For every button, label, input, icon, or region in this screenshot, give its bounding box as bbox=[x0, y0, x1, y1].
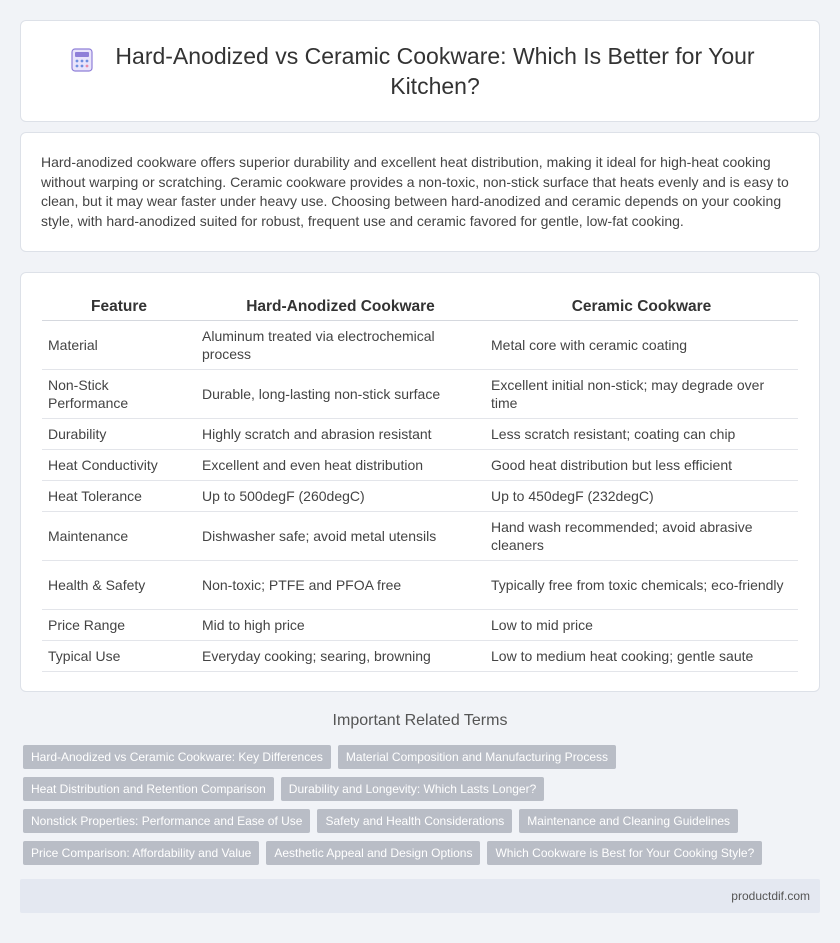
intro-paragraph: Hard-anodized cookware offers superior durability and excellent heat distribution, making it ideal for high-heat cooking without warping or scratching. Ceramic cookware provides a non-toxic, non-stick surface that heats evenly and is easy to clean, but it may wear faster under heavy use. Choosing between hard-anodized and ceramic depends on your cooking style, with hard-anodized suited for robust, frequent use and ceramic favored for gentle, low-fat cooking. bbox=[41, 154, 789, 229]
ceramic-cell: Excellent initial non-stick; may degrade over time bbox=[485, 369, 798, 418]
footer-site-link[interactable]: productdif.com bbox=[731, 889, 810, 903]
related-tag[interactable]: Heat Distribution and Retention Comparison bbox=[23, 777, 274, 801]
feature-cell: Non-Stick Performance bbox=[42, 369, 196, 418]
related-tag[interactable]: Hard-Anodized vs Ceramic Cookware: Key Differences bbox=[23, 745, 331, 769]
table-row bbox=[42, 449, 798, 480]
related-tag[interactable]: Durability and Longevity: Which Lasts Longer? bbox=[281, 777, 544, 801]
hard-anodized-cell: Dishwasher safe; avoid metal utensils bbox=[196, 511, 485, 560]
related-tag[interactable]: Safety and Health Considerations bbox=[317, 809, 512, 833]
ceramic-cell: Low to mid price bbox=[485, 609, 798, 640]
header-hard-anodized: Hard-Anodized Cookware bbox=[196, 294, 485, 320]
related-tag[interactable]: Which Cookware is Best for Your Cooking Style? bbox=[487, 841, 762, 865]
ceramic-cell: Less scratch resistant; coating can chip bbox=[485, 418, 798, 449]
feature-cell: Heat Tolerance bbox=[42, 480, 196, 511]
ceramic-cell: Hand wash recommended; avoid abrasive cleaners bbox=[485, 511, 798, 560]
related-tag[interactable]: Maintenance and Cleaning Guidelines bbox=[519, 809, 738, 833]
table-row bbox=[42, 511, 798, 560]
table-row bbox=[42, 640, 798, 671]
header-feature: Feature bbox=[42, 294, 196, 320]
table-row bbox=[42, 320, 798, 369]
related-tag[interactable]: Price Comparison: Affordability and Value bbox=[23, 841, 259, 865]
hard-anodized-cell: Highly scratch and abrasion resistant bbox=[196, 418, 485, 449]
feature-cell: Maintenance bbox=[42, 511, 196, 560]
header-ceramic: Ceramic Cookware bbox=[485, 294, 798, 320]
feature-cell: Health & Safety bbox=[42, 560, 196, 609]
ceramic-cell: Up to 450degF (232degC) bbox=[485, 480, 798, 511]
feature-cell: Typical Use bbox=[42, 640, 196, 671]
page-title: Hard-Anodized vs Ceramic Cookware: Which Is Better for Your Kitchen? bbox=[115, 43, 755, 99]
table-row bbox=[42, 609, 798, 640]
hard-anodized-cell: Up to 500degF (260degC) bbox=[196, 480, 485, 511]
feature-cell: Durability bbox=[42, 418, 196, 449]
ceramic-cell: Low to medium heat cooking; gentle saute bbox=[485, 640, 798, 671]
comparison-table-card bbox=[20, 272, 820, 692]
feature-cell: Material bbox=[42, 320, 196, 369]
ceramic-cell: Typically free from toxic chemicals; eco-friendly bbox=[485, 560, 798, 609]
table-row bbox=[42, 560, 798, 609]
tag-row bbox=[23, 841, 762, 865]
related-terms-heading: Important Related Terms bbox=[332, 712, 508, 729]
hard-anodized-cell: Non-toxic; PTFE and PFOA free bbox=[196, 560, 485, 609]
ceramic-cell: Good heat distribution but less efficient bbox=[485, 449, 798, 480]
table-row bbox=[42, 480, 798, 511]
related-tag[interactable]: Material Composition and Manufacturing Process bbox=[338, 745, 616, 769]
tag-row bbox=[23, 809, 738, 833]
title-wrap bbox=[21, 21, 819, 121]
hard-anodized-cell: Mid to high price bbox=[196, 609, 485, 640]
intro-card bbox=[20, 132, 820, 252]
title-card bbox=[20, 20, 820, 122]
feature-cell: Price Range bbox=[42, 609, 196, 640]
related-tag[interactable]: Aesthetic Appeal and Design Options bbox=[266, 841, 480, 865]
comparison-table bbox=[42, 294, 798, 672]
tag-row bbox=[23, 777, 544, 801]
table-header-row bbox=[42, 294, 798, 320]
hard-anodized-cell: Durable, long-lasting non-stick surface bbox=[196, 369, 485, 418]
hard-anodized-cell: Everyday cooking; searing, browning bbox=[196, 640, 485, 671]
table-row bbox=[42, 369, 798, 418]
footer bbox=[20, 879, 820, 913]
related-tag[interactable]: Nonstick Properties: Performance and Ease of Use bbox=[23, 809, 310, 833]
ceramic-cell: Metal core with ceramic coating bbox=[485, 320, 798, 369]
table-row bbox=[42, 418, 798, 449]
hard-anodized-cell: Excellent and even heat distribution bbox=[196, 449, 485, 480]
hard-anodized-cell: Aluminum treated via electrochemical process bbox=[196, 320, 485, 369]
feature-cell: Heat Conductivity bbox=[42, 449, 196, 480]
tag-row bbox=[23, 745, 616, 769]
